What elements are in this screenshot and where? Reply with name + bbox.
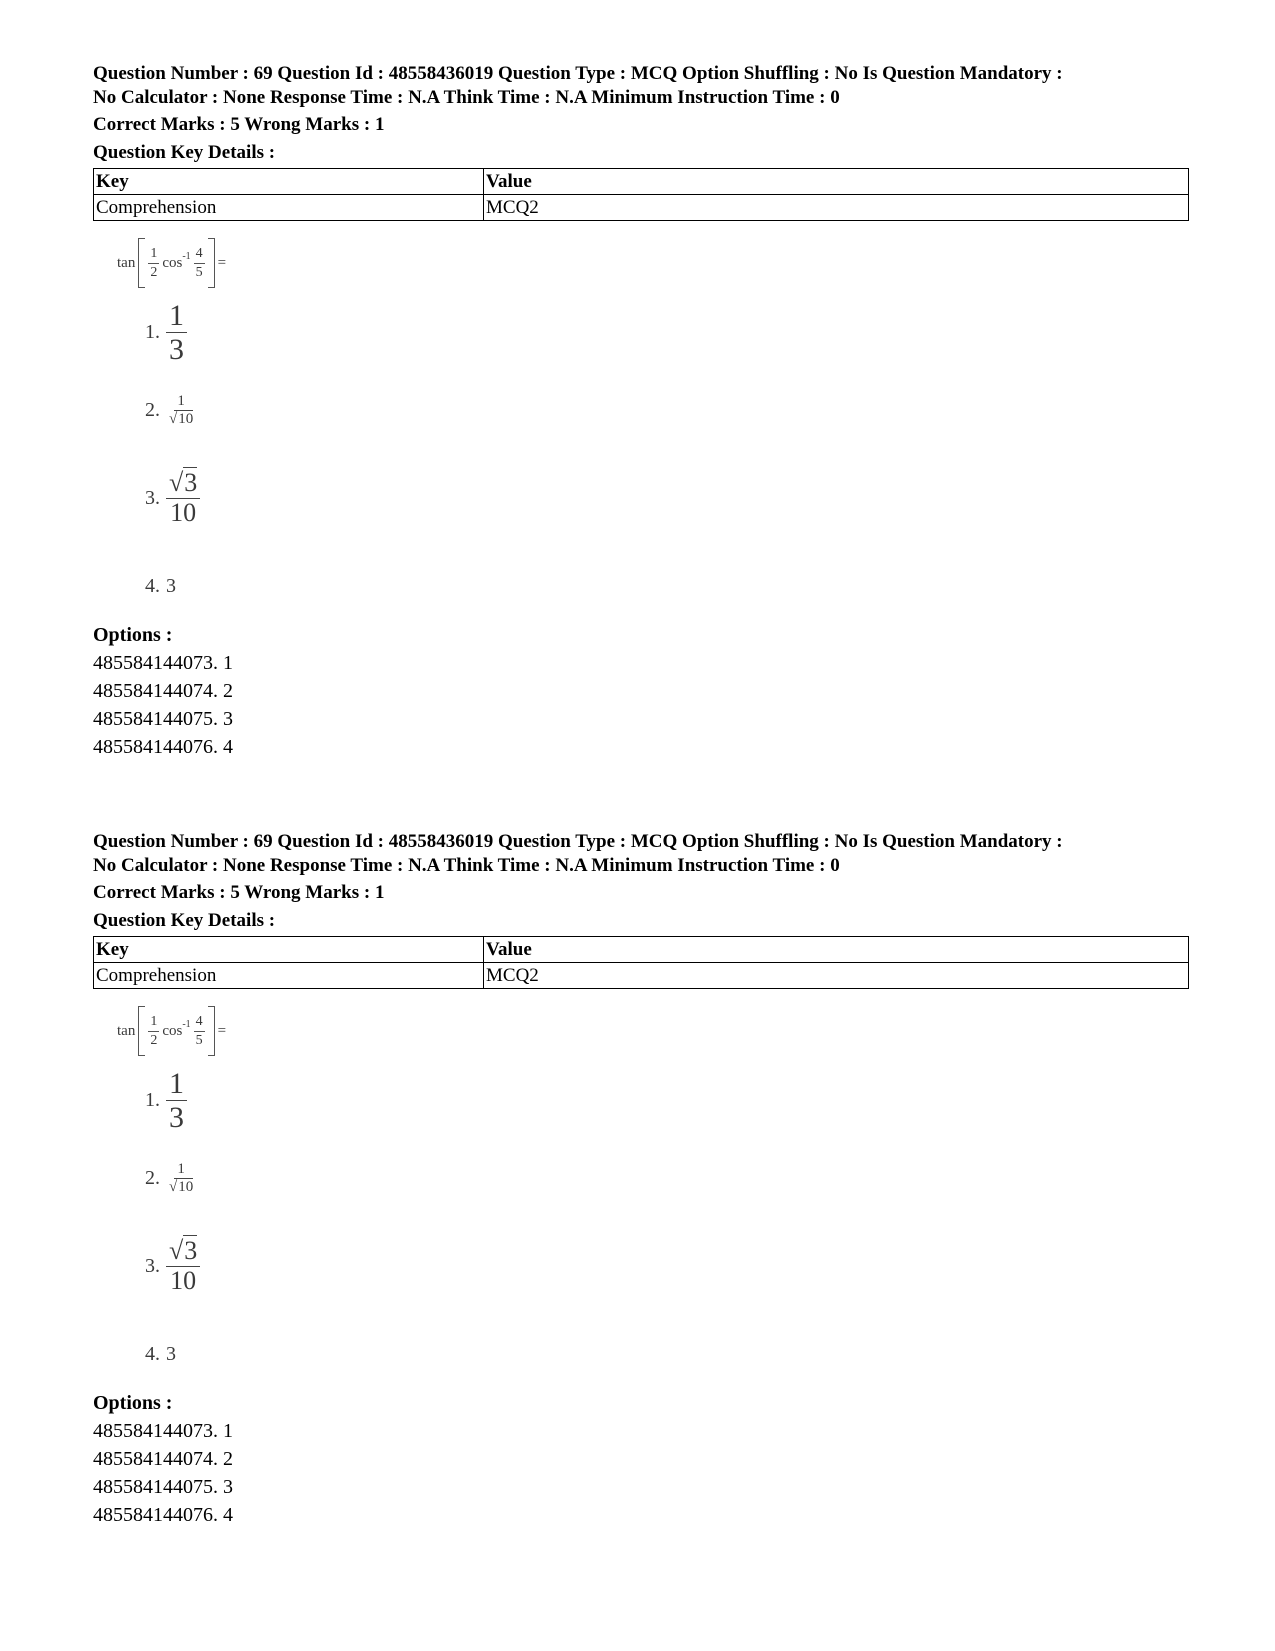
choice-1: 1. $\frac{1}{3}$ xyxy=(145,1067,187,1134)
question-meta-line2: No Calculator : None Response Time : N.A Think Time : N.A Minimum Instruction Time : 0 xyxy=(93,87,840,108)
key-header-cell: Key xyxy=(94,937,484,963)
key-cell: Comprehension xyxy=(94,963,484,989)
question-marks: Correct Marks : 5 Wrong Marks : 1 xyxy=(93,114,385,135)
choice-3: 3. $\frac{√3}{10}$ xyxy=(145,469,200,527)
option-line: 485584144075. 3 xyxy=(93,708,233,730)
question-meta-line1: Question Number : 69 Question Id : 48558436019 Question Type : MCQ Option Shuffling : No Is Question Mandatory : xyxy=(93,63,1063,84)
stem-inner-function: cos xyxy=(162,254,183,271)
left-bracket xyxy=(138,1006,145,1056)
question-marks: Correct Marks : 5 Wrong Marks : 1 xyxy=(93,882,385,903)
choice-2: 2. $\frac{1}{√10}$ xyxy=(145,393,194,427)
choice-4: 4. 3 xyxy=(145,575,176,597)
choice-2: 2. $\frac{1}{√10}$ xyxy=(145,1161,194,1195)
choice-1: 1. $\frac{1}{3}$ xyxy=(145,299,187,366)
key-table-header-row xyxy=(94,937,1189,963)
question-image xyxy=(117,1003,417,1383)
question-block xyxy=(93,830,1193,1529)
key-header-cell: Key xyxy=(94,169,484,195)
right-bracket xyxy=(208,1006,215,1056)
left-bracket xyxy=(138,238,145,288)
key-details-title: Question Key Details : xyxy=(93,910,276,931)
value-header-cell: Value xyxy=(484,937,1189,963)
right-bracket xyxy=(208,238,215,288)
choice-3: 3. $\frac{√3}{10}$ xyxy=(145,1237,200,1295)
question-stem xyxy=(117,235,226,291)
key-table-row xyxy=(94,963,1189,989)
question-image xyxy=(117,235,417,615)
option-line: 485584144076. 4 xyxy=(93,1504,233,1526)
question-meta-line2: No Calculator : None Response Time : N.A Think Time : N.A Minimum Instruction Time : 0 xyxy=(93,855,840,876)
value-cell: MCQ2 xyxy=(484,963,1189,989)
stem-inner-function: cos xyxy=(162,1022,183,1039)
key-table-header-row xyxy=(94,169,1189,195)
stem-function: tan xyxy=(117,254,136,271)
question-stem xyxy=(117,1003,226,1059)
option-line: 485584144074. 2 xyxy=(93,1448,233,1470)
half-fraction: $\frac{1}{2}$ xyxy=(150,245,158,280)
options-title: Options : xyxy=(93,1392,173,1414)
argument-fraction: $\frac{4}{5}$ xyxy=(195,1013,203,1048)
key-details-title: Question Key Details : xyxy=(93,142,276,163)
stem-function: tan xyxy=(117,1022,136,1039)
inverse-superscript: -1 xyxy=(182,250,191,262)
option-line: 485584144073. 1 xyxy=(93,652,233,674)
choice-4: 4. 3 xyxy=(145,1343,176,1365)
stem-equals: = xyxy=(217,254,227,271)
option-line: 485584144074. 2 xyxy=(93,680,233,702)
value-cell: MCQ2 xyxy=(484,195,1189,221)
option-line: 485584144075. 3 xyxy=(93,1476,233,1498)
key-table-row xyxy=(94,195,1189,221)
argument-fraction: $\frac{4}{5}$ xyxy=(195,245,203,280)
key-cell: Comprehension xyxy=(94,195,484,221)
key-details-table xyxy=(93,936,1189,989)
inverse-superscript: -1 xyxy=(182,1018,191,1030)
question-meta-line1: Question Number : 69 Question Id : 48558436019 Question Type : MCQ Option Shuffling : No Is Question Mandatory : xyxy=(93,831,1063,852)
option-line: 485584144076. 4 xyxy=(93,736,233,758)
options-title: Options : xyxy=(93,624,173,646)
stem-equals: = xyxy=(217,1022,227,1039)
option-line: 485584144073. 1 xyxy=(93,1420,233,1442)
question-block xyxy=(93,62,1193,761)
half-fraction: $\frac{1}{2}$ xyxy=(150,1013,158,1048)
key-details-table xyxy=(93,168,1189,221)
value-header-cell: Value xyxy=(484,169,1189,195)
